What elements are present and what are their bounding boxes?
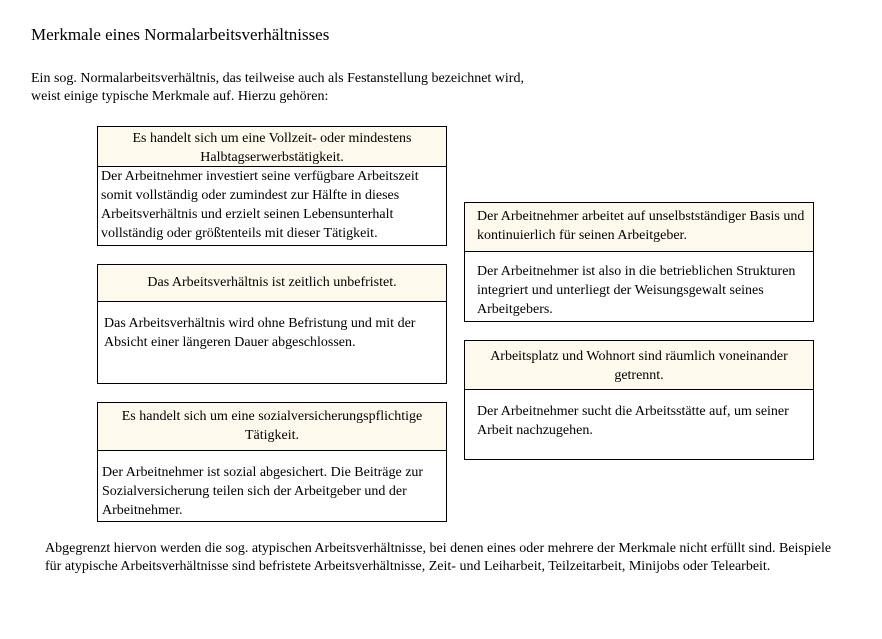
intro-line: weist einige typische Merkmale auf. Hierzu gehören:	[31, 89, 329, 104]
card-text: Der Arbeitnehmer ist also in die betrieblichen Strukturen integriert und unterliegt der Weisungsgewalt seines Arbeitgebers.	[477, 264, 796, 317]
card-heading: Es handelt sich um eine sozialversicherungspflichtige Tätigkeit.	[98, 403, 446, 451]
intro-paragraph	[31, 70, 591, 106]
card-heading: Es handelt sich um eine Vollzeit- oder mindestens Halbtagserwerbstätigkeit.	[98, 127, 446, 167]
card-heading: Das Arbeitsverhältnis ist zeitlich unbefristet.	[98, 265, 446, 302]
card-heading: Der Arbeitnehmer arbeitet auf unselbstständiger Basis und kontinuierlich für seinen Arbeitgeber.	[465, 203, 813, 252]
page-title: Merkmale eines Normalarbeitsverhältnisses	[31, 25, 330, 44]
feature-card-dependent-work	[464, 202, 814, 322]
feature-card-fulltime	[97, 126, 447, 246]
card-text: Der Arbeitnehmer investiert seine verfügbare Arbeitszeit somit vollständig oder zumindest zur Hälfte in dieses Arbeitsverhältnis und erzielt seinen Lebensunterhalt vollständig oder größtenteils mit dieser Tätigkeit.	[101, 169, 419, 241]
feature-card-social-insurance	[97, 402, 447, 522]
card-heading: Arbeitsplatz und Wohnort sind räumlich voneinander getrennt.	[465, 341, 813, 390]
card-text: Der Arbeitnehmer ist sozial abgesichert. Die Beiträge zur Sozialversicherung teilen sich der Arbeitgeber und der Arbeitnehmer.	[102, 465, 424, 518]
closing-paragraph: Abgegrenzt hiervon werden die sog. atypischen Arbeitsverhältnisse, bei denen eines oder mehrere der Merkmale nicht erfüllt sind. Beispiele für atypische Arbeitsverhältnisse sind befristete Arbeitsverhältnisse, Zeit- und Leiharbeit, Teilzeitarbeit, Minijobs oder Telearbeit.	[45, 541, 832, 574]
feature-card-unlimited	[97, 264, 447, 384]
card-text: Das Arbeitsverhältnis wird ohne Befristung und mit der Absicht einer längeren Dauer abgeschlossen.	[104, 316, 416, 350]
intro-line: Ein sog. Normalarbeitsverhältnis, das teilweise auch als Festanstellung bezeichnet wird,	[31, 71, 524, 86]
card-text: Der Arbeitnehmer sucht die Arbeitsstätte auf, um seiner Arbeit nachzugehen.	[477, 404, 789, 438]
feature-card-separate-workplace	[464, 340, 814, 460]
